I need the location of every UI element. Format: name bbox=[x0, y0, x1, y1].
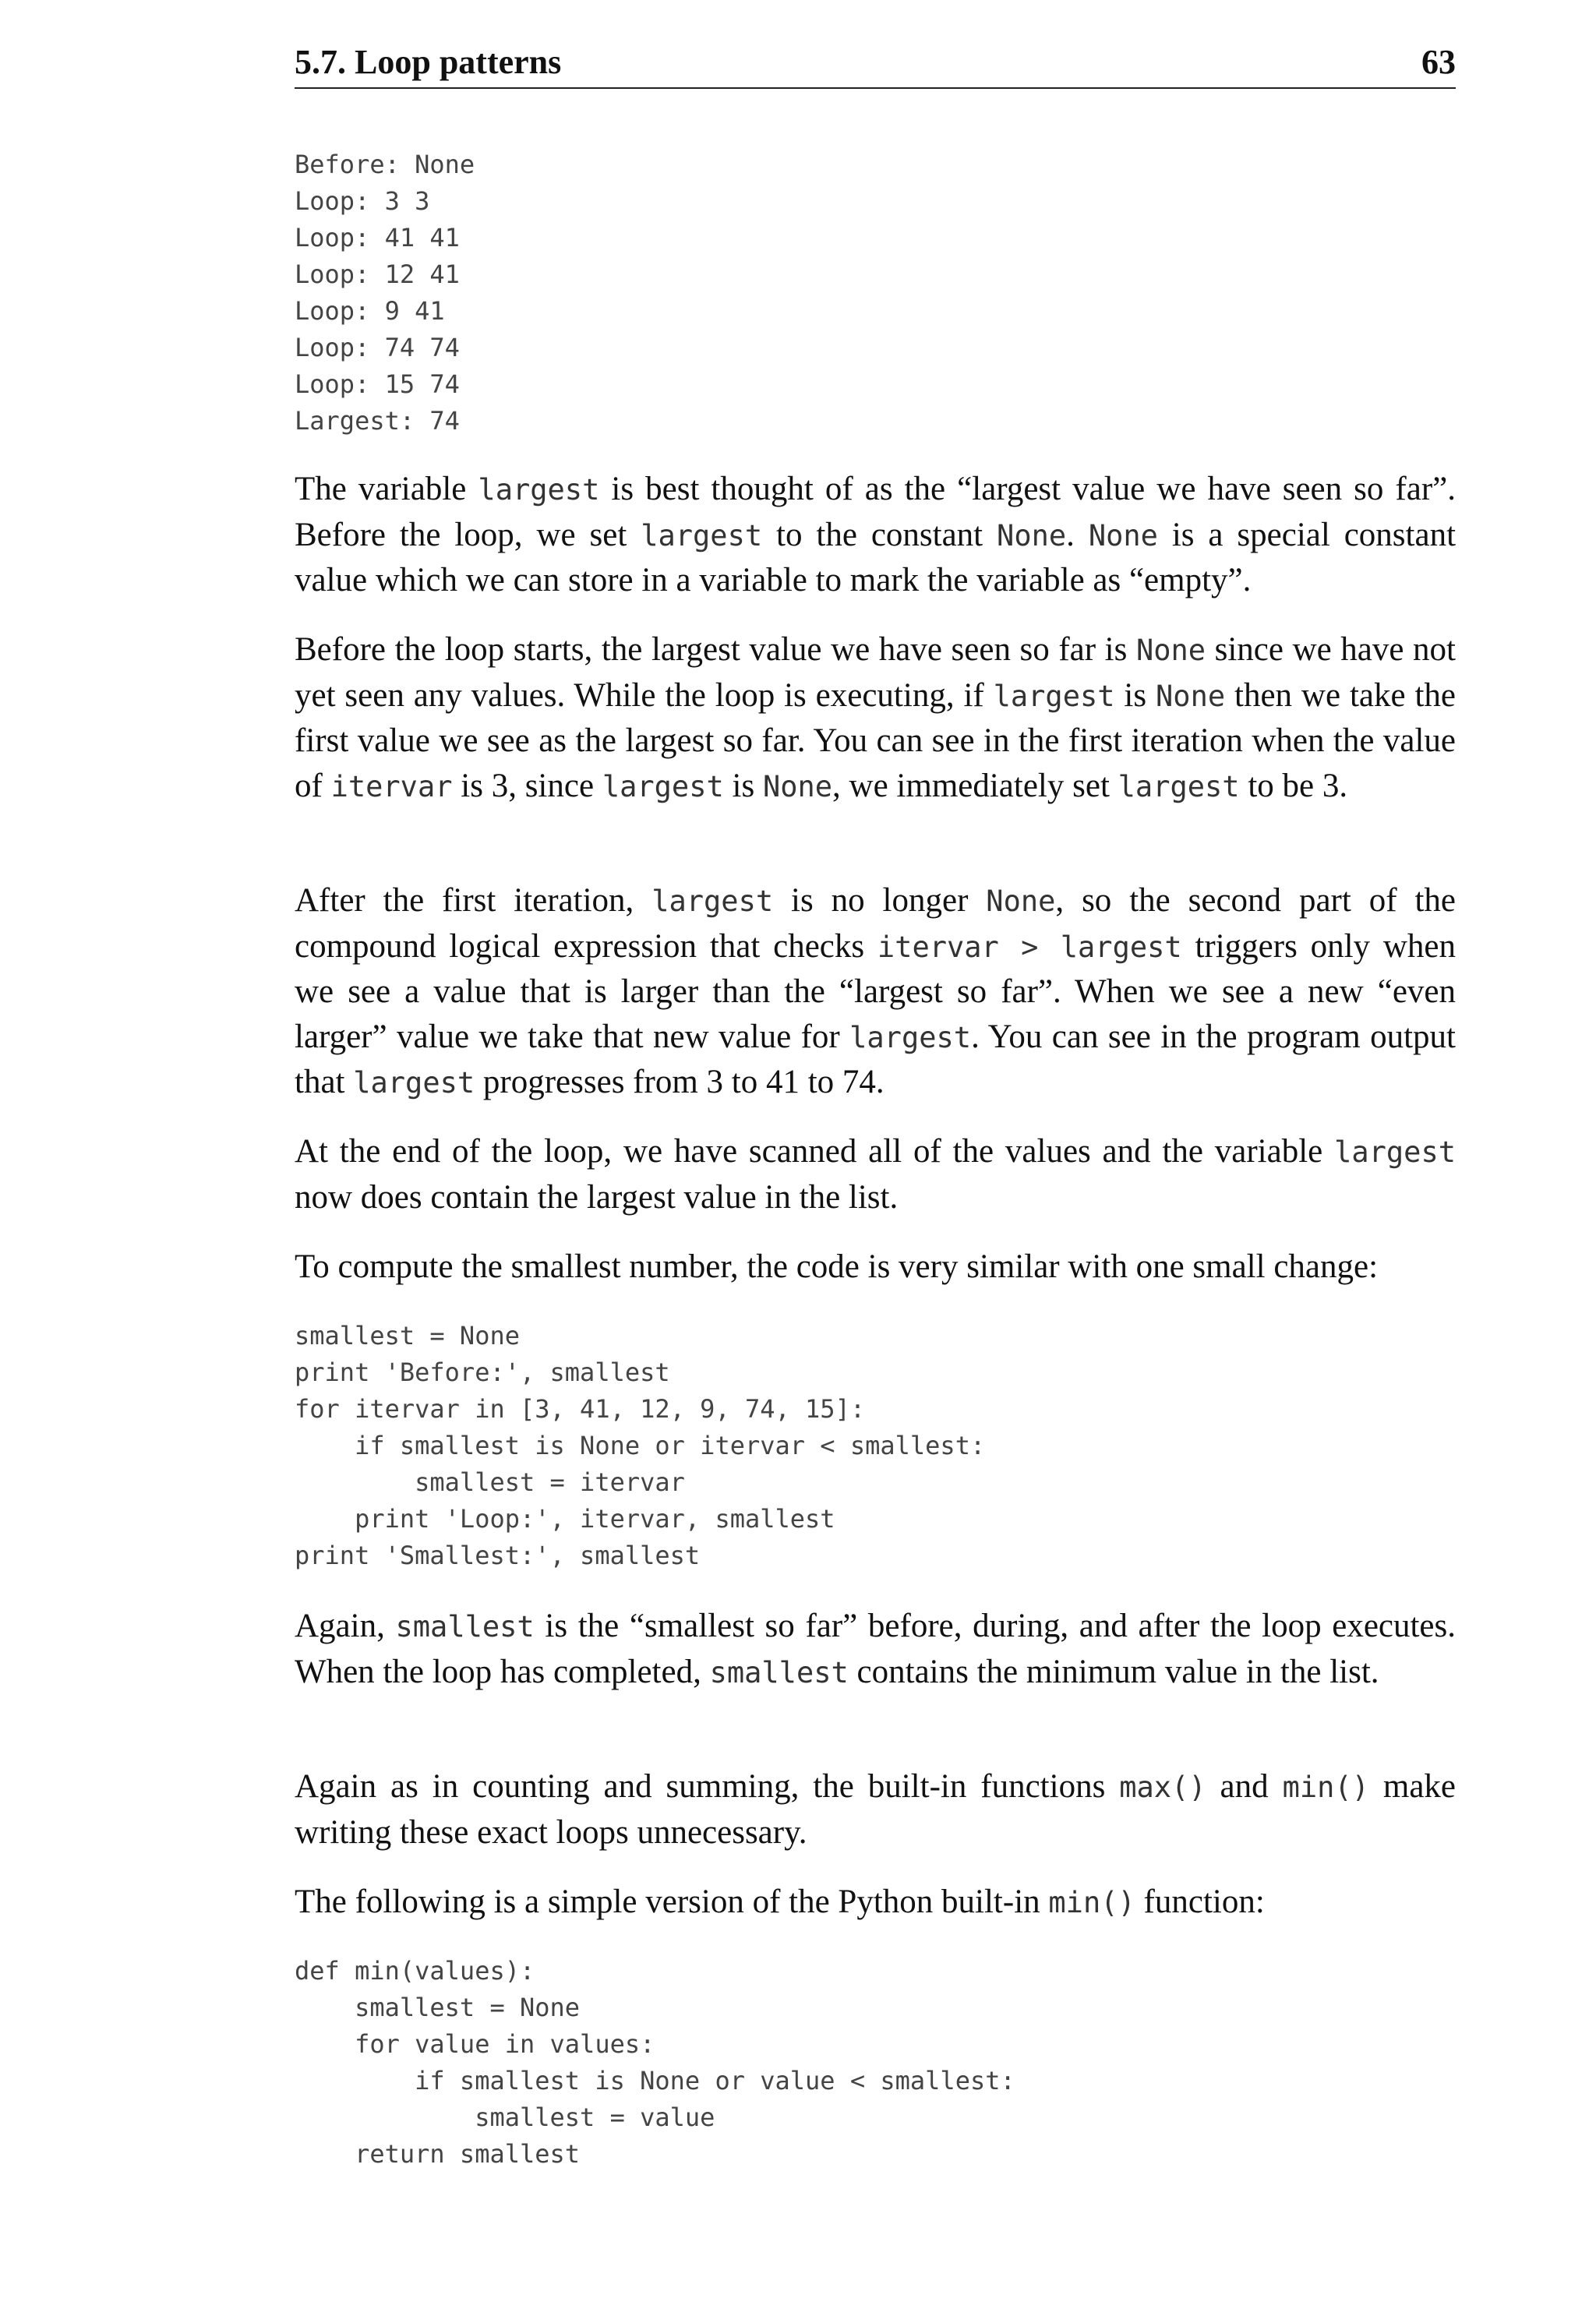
section-title: 5.7. Loop patterns bbox=[295, 43, 562, 81]
paragraph-before-loop: Before the loop starts, the largest value we have seen so far is None since we have not yet seen any values. While the loop is executing, if largest is None then we take the first value we see as the largest so far. You can see in the first iteration when the value of itervar is 3, since largest is None, we immediately set largest to be 3. bbox=[295, 631, 1456, 804]
code-line: Loop: 12 41 bbox=[295, 259, 460, 289]
smallest-code-block bbox=[295, 1318, 985, 1574]
paragraph-builtin-functions: Again as in counting and summing, the built-in functions max() and min() make writing these exact loops unnecessary. bbox=[295, 1768, 1456, 1851]
page-number: 63 bbox=[1421, 43, 1456, 81]
paragraph-smallest-intro: To compute the smallest number, the code is very similar with one small change: bbox=[295, 1248, 1379, 1285]
code-line: if smallest is None or itervar < smallest: bbox=[295, 1431, 986, 1460]
code-line: def min(values): bbox=[295, 1956, 535, 1986]
code-line: Loop: 41 41 bbox=[295, 223, 460, 252]
code-line: return smallest bbox=[295, 2139, 581, 2169]
code-line: Before: None bbox=[295, 150, 475, 179]
code-line: Largest: 74 bbox=[295, 406, 460, 436]
code-line: print 'Before:', smallest bbox=[295, 1358, 670, 1387]
code-line: if smallest is None or value < smallest: bbox=[295, 2066, 1015, 2095]
paragraph-min-intro: The following is a simple version of the Python built-in min() function: bbox=[295, 1884, 1265, 1920]
min-function-code-block bbox=[295, 1953, 1015, 2173]
code-line: print 'Loop:', itervar, smallest bbox=[295, 1504, 835, 1534]
code-line: Loop: 15 74 bbox=[295, 369, 460, 399]
paragraph-end-of-loop: At the end of the loop, we have scanned all of the values and the variable largest now does contain the largest value in the list. bbox=[295, 1133, 1456, 1216]
code-line: for itervar in [3, 41, 12, 9, 74, 15]: bbox=[295, 1394, 866, 1424]
paragraph-after-first-iteration: After the first iteration, largest is no longer None, so the second part of the compound logical expression that checks itervar > largest triggers only when we see a value that is larger than the “largest so far”. When we see a new “even larger” value we take that new value for largest. You can see in the program output that largest progresses from 3 to 41 to 74. bbox=[295, 882, 1456, 1100]
code-line: for value in values: bbox=[295, 2029, 655, 2059]
paragraph-largest-variable: The variable largest is best thought of as the “largest value we have seen so far”. Before the loop, we set largest to the constant None. None is a special constant value which we can store in a variable to mark the variable as “empty”. bbox=[295, 471, 1457, 598]
output-code-block bbox=[295, 147, 475, 440]
code-line: print 'Smallest:', smallest bbox=[295, 1541, 701, 1570]
code-line: Loop: 3 3 bbox=[295, 186, 430, 216]
code-line: smallest = None bbox=[295, 1321, 520, 1350]
page-header bbox=[295, 41, 1456, 89]
code-line: smallest = None bbox=[295, 1993, 581, 2022]
code-line: Loop: 9 41 bbox=[295, 296, 445, 326]
paragraph-smallest-so-far: Again, smallest is the “smallest so far” before, during, and after the loop executes. When the loop has completed, smallest contains the minimum value in the list. bbox=[295, 1608, 1457, 1690]
code-line: smallest = itervar bbox=[295, 1467, 685, 1497]
code-line: smallest = value bbox=[295, 2102, 715, 2132]
code-line: Loop: 74 74 bbox=[295, 333, 460, 362]
